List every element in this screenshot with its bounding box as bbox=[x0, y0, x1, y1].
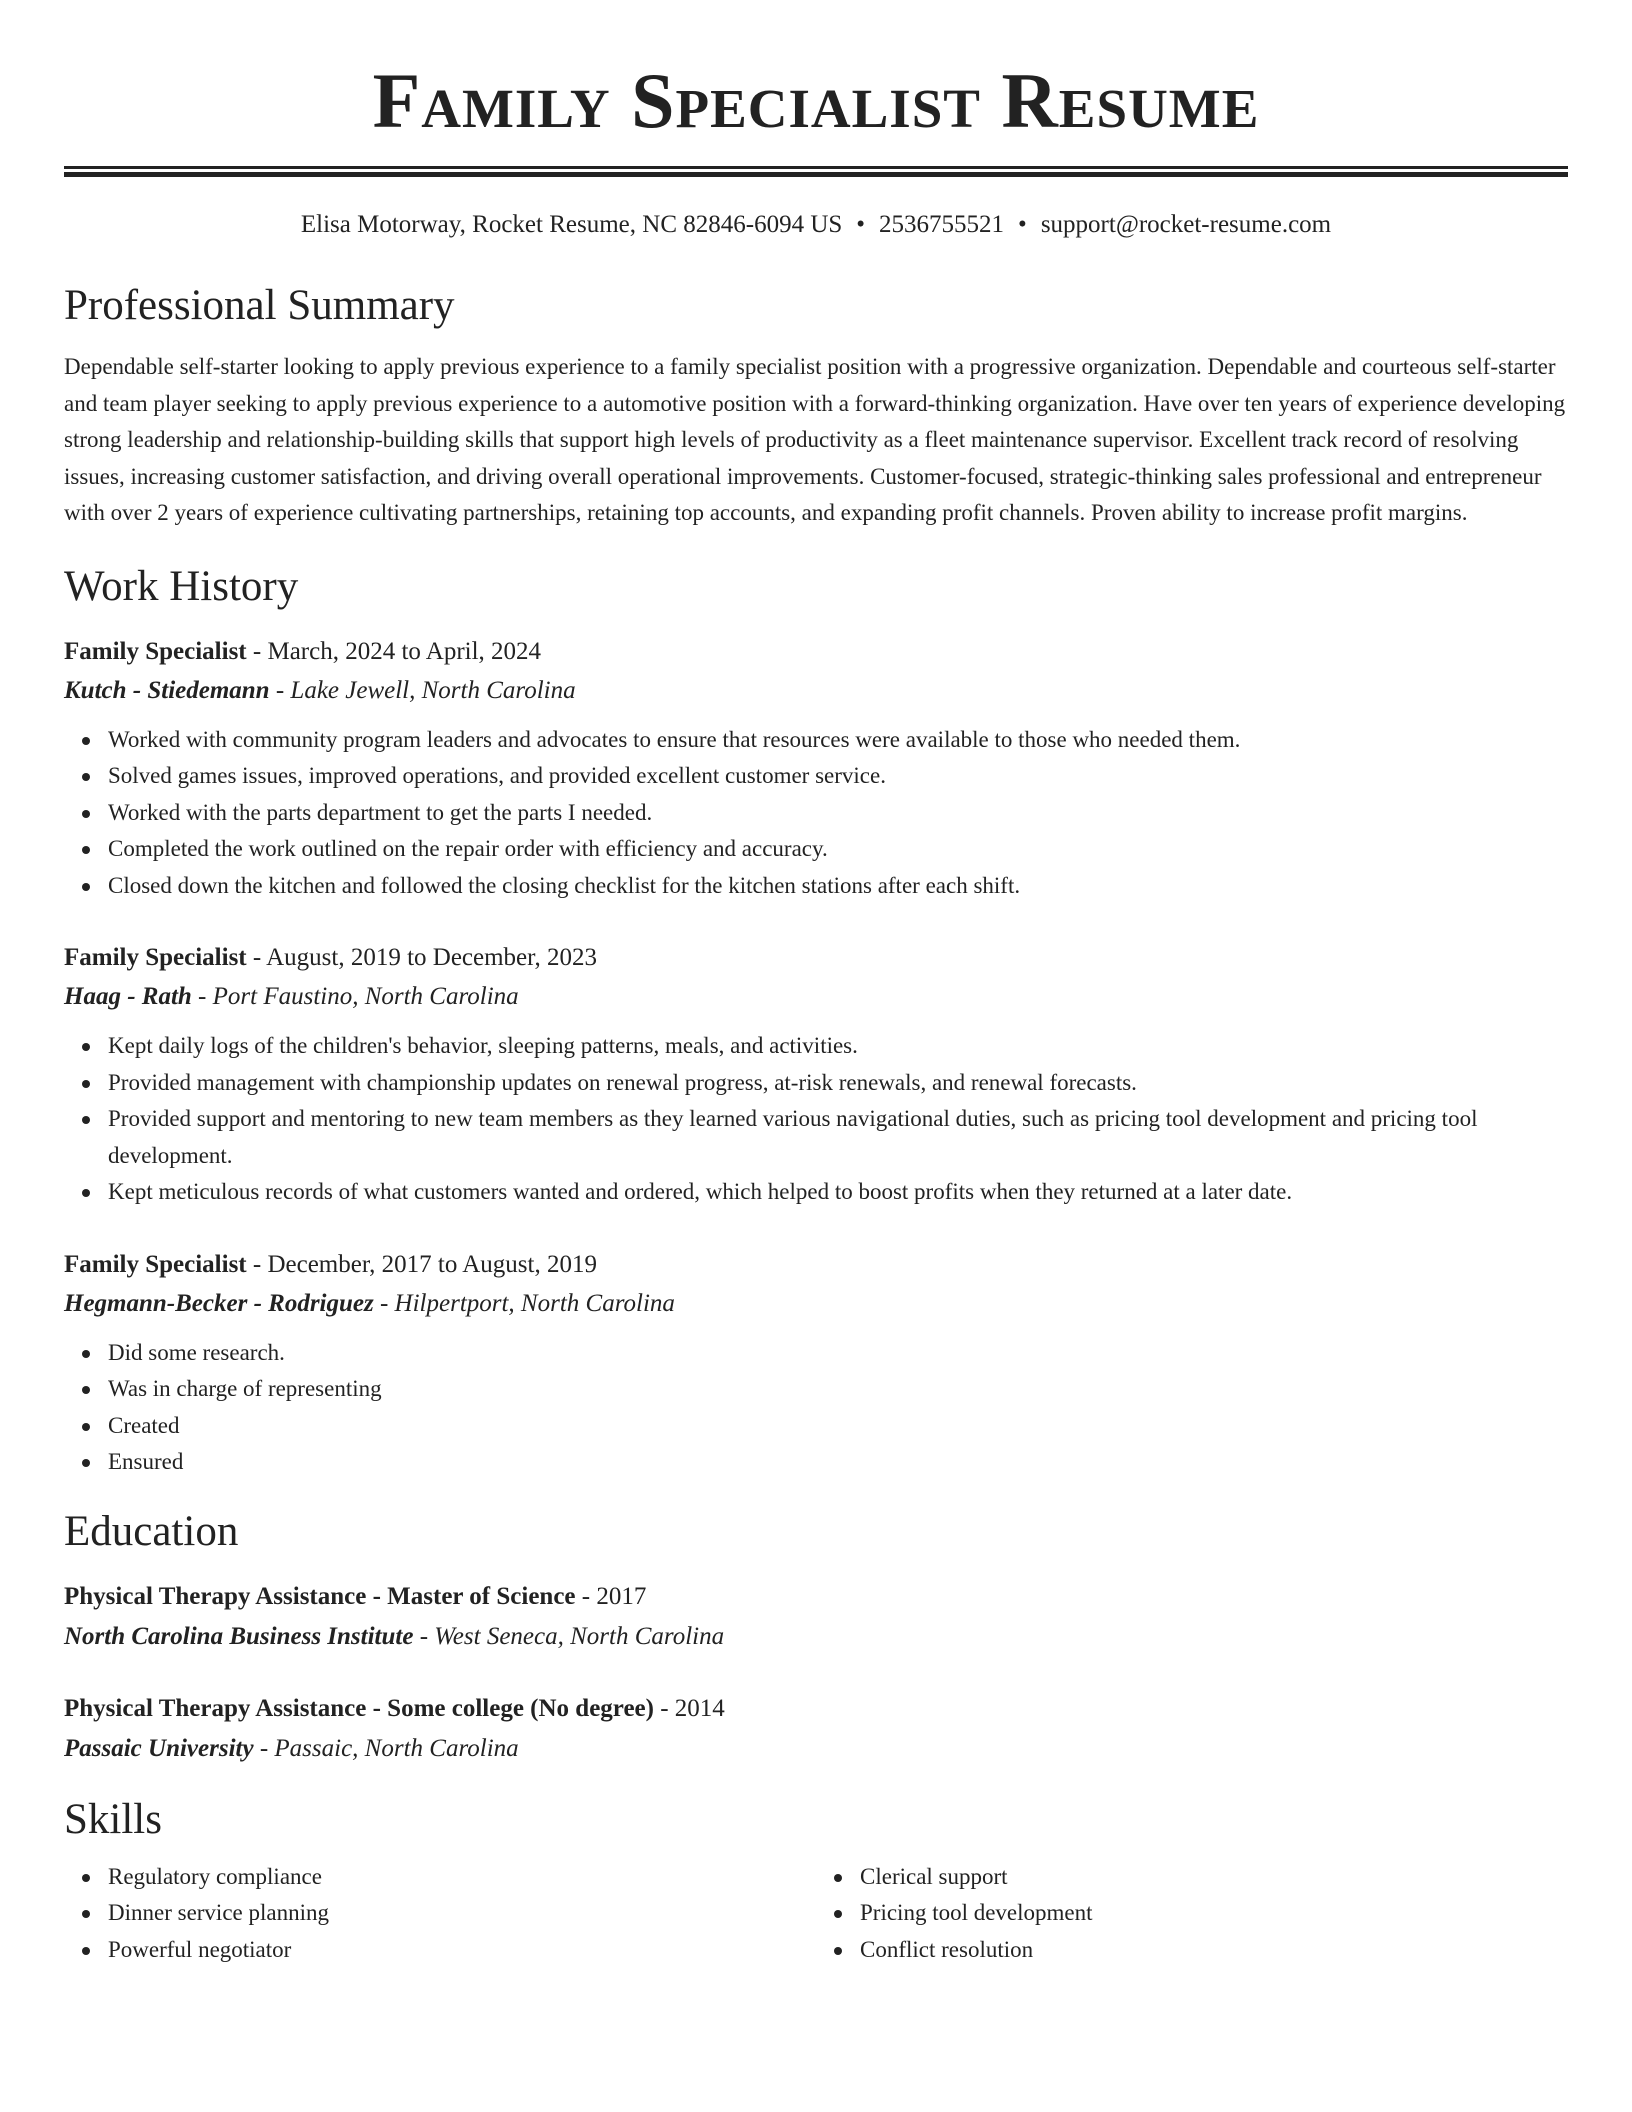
education-location: - West Seneca, North Carolina bbox=[413, 1622, 725, 1650]
contact-line bbox=[64, 209, 1568, 241]
job-dates: - December, 2017 to August, 2019 bbox=[246, 1250, 597, 1278]
education-year: - 2017 bbox=[575, 1582, 647, 1610]
skill-item: Dinner service planning bbox=[108, 1895, 816, 1932]
resume-title: Family Specialist Resume bbox=[372, 57, 1260, 144]
job-title: Family Specialist bbox=[64, 637, 247, 665]
job-location: - Lake Jewell, North Carolina bbox=[269, 676, 576, 704]
education-school-line bbox=[64, 1617, 1568, 1657]
job-dates: - March, 2024 to April, 2024 bbox=[246, 637, 542, 665]
job-entry bbox=[64, 938, 1568, 1211]
job-company-line bbox=[64, 671, 1568, 710]
skills-grid bbox=[64, 1859, 1568, 1969]
job-company: Kutch - Stiedemann bbox=[64, 676, 270, 704]
job-title: Family Specialist bbox=[64, 944, 247, 971]
education-location: - Passaic, North Carolina bbox=[253, 1734, 519, 1762]
job-duty: Completed the work outlined on the repair order with efficiency and accuracy. bbox=[108, 831, 1568, 868]
job-title-line bbox=[64, 632, 1568, 671]
education-school: North Carolina Business Institute bbox=[64, 1622, 414, 1650]
job-duty: Solved games issues, improved operations, and provided excellent customer service. bbox=[108, 758, 1568, 795]
skill-item: Pricing tool development bbox=[860, 1895, 1568, 1932]
education-school: Passaic University bbox=[64, 1734, 254, 1762]
contact-address: Elisa Motorway, Rocket Resume, NC 82846-6094 US bbox=[300, 211, 843, 238]
skill-item: Conflict resolution bbox=[860, 1932, 1568, 1969]
education-degree-line bbox=[64, 1577, 1568, 1617]
job-company: Hegmann-Becker - Rodriguez bbox=[64, 1289, 374, 1317]
job-company: Haag - Rath bbox=[64, 983, 192, 1010]
job-duty: Closed down the kitchen and followed the closing checklist for the kitchen stations after each shift. bbox=[108, 868, 1568, 905]
skills-heading: Skills bbox=[64, 1795, 162, 1843]
job-duty: Created bbox=[108, 1408, 1568, 1445]
job-company-line bbox=[64, 1284, 1568, 1323]
job-title: Family Specialist bbox=[64, 1250, 247, 1278]
job-duty: Ensured bbox=[108, 1444, 1568, 1481]
job-duty: Did some research. bbox=[108, 1335, 1568, 1372]
education-entry bbox=[64, 1689, 1568, 1769]
education-entry bbox=[64, 1577, 1568, 1657]
job-duty: Provided support and mentoring to new team members as they learned various navigational duties, such as pricing tool development and pricing tool development. bbox=[108, 1101, 1568, 1174]
contact-separator: • bbox=[1018, 211, 1027, 238]
title-divider bbox=[64, 166, 1568, 177]
job-title-line bbox=[64, 1245, 1568, 1284]
job-duty: Kept meticulous records of what customers wanted and ordered, which helped to boost profits when they returned at a later date. bbox=[108, 1174, 1568, 1211]
job-dates: - August, 2019 to December, 2023 bbox=[246, 944, 597, 971]
job-duty: Worked with community program leaders and advocates to ensure that resources were available to those who needed them. bbox=[108, 722, 1568, 759]
education-degree-line bbox=[64, 1689, 1568, 1729]
contact-separator: • bbox=[856, 211, 866, 238]
skills-column-left bbox=[64, 1859, 816, 1969]
job-location: - Hilpertport, North Carolina bbox=[373, 1289, 675, 1317]
skill-item: Regulatory compliance bbox=[108, 1859, 816, 1896]
job-entry bbox=[64, 632, 1568, 905]
contact-phone: 2536755521 bbox=[879, 211, 1005, 238]
education-heading: Education bbox=[64, 1507, 239, 1555]
summary-text: Dependable self-starter looking to apply previous experience to a family specialist position with a progressive organization. Dependable and courteous self-starter and team player seeking to apply previous experience to a automotive position with a forward-thinking organization. Have over ten years of experience developing strong leadership and relationship-building skills that support high levels of productivity as a fleet maintenance supervisor. Excellent track record of resolving issues, increasing customer satisfaction, and driving overall operational improvements. Customer-focused, strategic-thinking sales professional and entrepreneur with over 2 years of experience cultivating partnerships, retaining top accounts, and expanding profit channels. Proven ability to increase profit margins. bbox=[64, 354, 1566, 525]
contact-email: support@rocket-resume.com bbox=[1040, 211, 1332, 238]
job-entry bbox=[64, 1245, 1568, 1481]
education-year: - 2014 bbox=[653, 1694, 725, 1722]
job-duties bbox=[64, 722, 1568, 905]
job-company-line bbox=[64, 977, 1568, 1016]
job-title-line bbox=[64, 938, 1568, 977]
skill-item: Powerful negotiator bbox=[108, 1932, 816, 1969]
skills-list bbox=[816, 1859, 1568, 1969]
job-duty: Kept daily logs of the children's behavior, sleeping patterns, meals, and activities. bbox=[108, 1028, 1568, 1065]
job-location: - Port Faustino, North Carolina bbox=[191, 983, 519, 1010]
summary-heading: Professional Summary bbox=[64, 282, 455, 329]
work-history-heading: Work History bbox=[64, 562, 299, 610]
job-duties bbox=[64, 1335, 1568, 1481]
job-duty: Worked with the parts department to get the parts I needed. bbox=[108, 795, 1568, 832]
skills-list bbox=[64, 1859, 816, 1969]
job-duty: Provided management with championship updates on renewal progress, at-risk renewals, and renewal forecasts. bbox=[108, 1065, 1568, 1102]
education-degree: Physical Therapy Assistance - Some college (No degree) bbox=[64, 1694, 654, 1722]
education-degree: Physical Therapy Assistance - Master of Science bbox=[64, 1582, 576, 1610]
job-duties bbox=[64, 1028, 1568, 1211]
job-duty: Was in charge of representing bbox=[108, 1371, 1568, 1408]
skills-column-right bbox=[816, 1859, 1568, 1969]
education-school-line bbox=[64, 1729, 1568, 1769]
skill-item: Clerical support bbox=[860, 1859, 1568, 1896]
